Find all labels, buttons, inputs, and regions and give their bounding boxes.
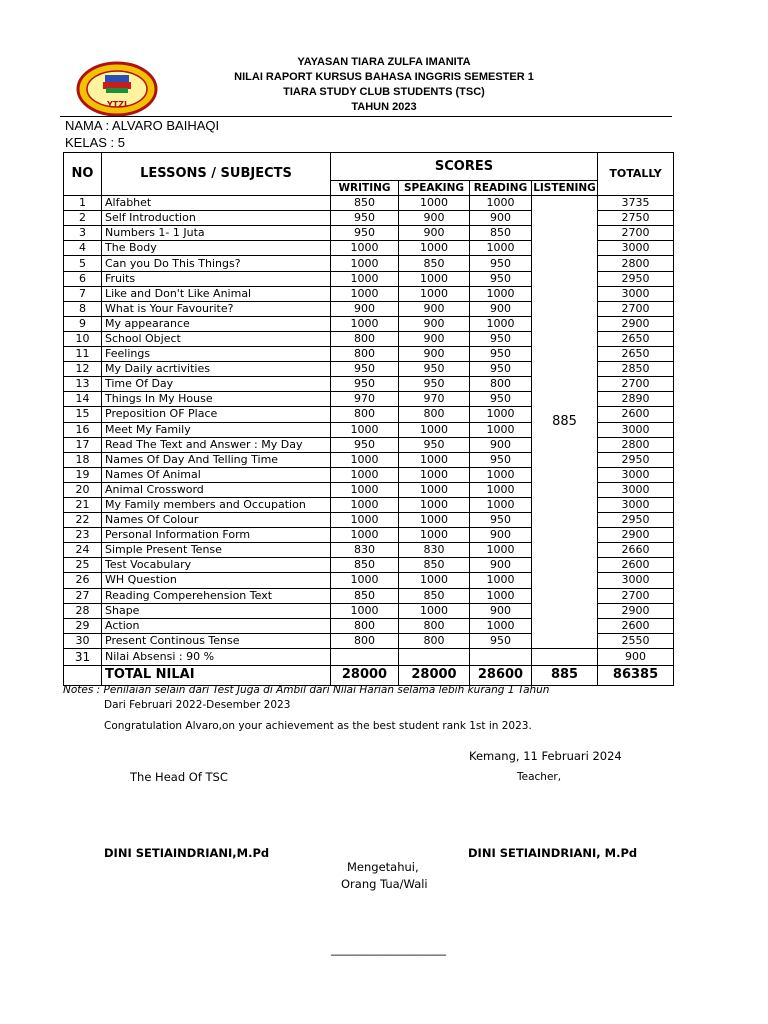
row-no: 30 (64, 633, 102, 648)
row-subject: Action (102, 618, 331, 633)
row-no: 3 (64, 226, 102, 241)
notes-line-2: Dari Februari 2022-Desember 2023 (104, 699, 291, 711)
row-reading: 1000 (470, 618, 532, 633)
absence-no: 31 (64, 648, 102, 665)
row-speaking: 970 (399, 392, 470, 407)
row-subject: The Body (102, 241, 331, 256)
row-reading: 1000 (470, 316, 532, 331)
col-writing-header: WRITING (331, 181, 399, 196)
row-no: 8 (64, 301, 102, 316)
col-no-header: NO (64, 153, 102, 196)
absence-label: Nilai Absensi : 90 % (102, 648, 331, 665)
row-subject: Reading Comperehension Text (102, 588, 331, 603)
row-reading: 850 (470, 226, 532, 241)
row-total: 3000 (598, 422, 674, 437)
row-speaking: 1000 (399, 497, 470, 512)
row-speaking: 1000 (399, 422, 470, 437)
row-no: 1 (64, 196, 102, 211)
row-writing: 1000 (331, 452, 399, 467)
row-no: 13 (64, 377, 102, 392)
row-writing: 800 (331, 347, 399, 362)
row-speaking: 900 (399, 316, 470, 331)
row-reading: 900 (470, 528, 532, 543)
row-subject: Animal Crossword (102, 482, 331, 497)
congratulation-text: Congratulation Alvaro,on your achievement as the best student rank 1st in 2023. (104, 720, 532, 732)
row-no: 2 (64, 211, 102, 226)
row-subject: Simple Present Tense (102, 543, 331, 558)
row-writing: 800 (331, 633, 399, 648)
parent-label: Orang Tua/Wali (341, 877, 428, 891)
row-no: 6 (64, 271, 102, 286)
row-speaking: 1000 (399, 196, 470, 211)
col-total-header: TOTALLY (598, 153, 674, 196)
row-total: 3000 (598, 467, 674, 482)
row-writing: 950 (331, 211, 399, 226)
grand-speaking: 28000 (399, 665, 470, 685)
row-speaking: 900 (399, 211, 470, 226)
row-writing: 950 (331, 226, 399, 241)
row-speaking: 800 (399, 618, 470, 633)
row-writing: 1000 (331, 271, 399, 286)
row-no: 28 (64, 603, 102, 618)
row-reading: 950 (470, 452, 532, 467)
row-subject: Present Continous Tense (102, 633, 331, 648)
row-no: 4 (64, 241, 102, 256)
grand-total-label: TOTAL NILAI (102, 665, 331, 685)
row-no: 7 (64, 286, 102, 301)
row-writing: 1000 (331, 256, 399, 271)
foundation-name: YAYASAN TIARA ZULFA IMANITA (297, 56, 471, 68)
logo-text: YTZI (106, 100, 128, 109)
row-total: 2650 (598, 331, 674, 346)
row-total: 2750 (598, 211, 674, 226)
student-name: NAMA : ALVARO BAIHAQI (65, 118, 220, 133)
col-subject-header: LESSONS / SUBJECTS (102, 153, 331, 196)
row-subject: Fruits (102, 271, 331, 286)
row-speaking: 900 (399, 347, 470, 362)
row-no: 5 (64, 256, 102, 271)
row-subject: Alfabhet (102, 196, 331, 211)
row-reading: 900 (470, 211, 532, 226)
row-subject: Things In My House (102, 392, 331, 407)
absence-total: 900 (598, 648, 674, 665)
row-no: 25 (64, 558, 102, 573)
row-speaking: 1000 (399, 467, 470, 482)
row-writing: 800 (331, 407, 399, 422)
row-total: 2600 (598, 407, 674, 422)
row-speaking: 950 (399, 362, 470, 377)
row-total: 2650 (598, 347, 674, 362)
row-total: 2660 (598, 543, 674, 558)
row-writing: 800 (331, 618, 399, 633)
grand-reading: 28600 (470, 665, 532, 685)
row-total: 3000 (598, 573, 674, 588)
row-total: 2950 (598, 513, 674, 528)
row-speaking: 900 (399, 331, 470, 346)
row-reading: 950 (470, 633, 532, 648)
row-total: 2900 (598, 316, 674, 331)
row-speaking: 850 (399, 256, 470, 271)
row-no: 10 (64, 331, 102, 346)
row-writing: 850 (331, 588, 399, 603)
row-total: 2600 (598, 618, 674, 633)
row-speaking: 1000 (399, 513, 470, 528)
row-writing: 1000 (331, 603, 399, 618)
row-subject: Preposition OF Place (102, 407, 331, 422)
row-writing: 1000 (331, 482, 399, 497)
row-subject: Shape (102, 603, 331, 618)
row-writing: 950 (331, 377, 399, 392)
row-writing: 850 (331, 558, 399, 573)
row-subject: Test Vocabulary (102, 558, 331, 573)
row-subject: Meet My Family (102, 422, 331, 437)
place-date: Kemang, 11 Februari 2024 (469, 749, 622, 763)
row-no: 18 (64, 452, 102, 467)
row-speaking: 900 (399, 301, 470, 316)
head-name: DINI SETIAINDRIANI,M.Pd (104, 846, 270, 860)
row-reading: 900 (470, 437, 532, 452)
row-speaking: 1000 (399, 573, 470, 588)
table-row (64, 196, 674, 211)
row-subject: My Daily acrtivities (102, 362, 331, 377)
row-reading: 1000 (470, 543, 532, 558)
row-writing: 950 (331, 362, 399, 377)
row-reading: 950 (470, 362, 532, 377)
row-reading: 950 (470, 513, 532, 528)
col-scores-header: SCORES (331, 153, 598, 181)
row-total: 2700 (598, 226, 674, 241)
row-subject: Names Of Animal (102, 467, 331, 482)
row-writing: 1000 (331, 422, 399, 437)
row-writing: 950 (331, 437, 399, 452)
row-total: 2700 (598, 588, 674, 603)
row-no: 22 (64, 513, 102, 528)
row-writing: 800 (331, 331, 399, 346)
row-reading: 1000 (470, 497, 532, 512)
row-subject: Time Of Day (102, 377, 331, 392)
row-reading: 950 (470, 271, 532, 286)
row-writing: 1000 (331, 316, 399, 331)
row-speaking: 950 (399, 437, 470, 452)
row-reading: 900 (470, 301, 532, 316)
row-reading: 1000 (470, 286, 532, 301)
row-subject: Like and Don't Like Animal (102, 286, 331, 301)
row-total: 2700 (598, 301, 674, 316)
row-writing: 1000 (331, 513, 399, 528)
row-speaking: 1000 (399, 241, 470, 256)
row-reading: 900 (470, 558, 532, 573)
row-subject: Names Of Colour (102, 513, 331, 528)
row-reading: 800 (470, 377, 532, 392)
row-total: 2900 (598, 528, 674, 543)
row-writing: 1000 (331, 467, 399, 482)
row-no: 27 (64, 588, 102, 603)
row-no: 15 (64, 407, 102, 422)
row-subject: My appearance (102, 316, 331, 331)
row-total: 2700 (598, 377, 674, 392)
row-total: 2800 (598, 256, 674, 271)
row-subject: Can you Do This Things? (102, 256, 331, 271)
listening-score: 885 (532, 196, 598, 649)
acknowledge-label: Mengetahui, (347, 860, 419, 874)
row-speaking: 800 (399, 407, 470, 422)
row-speaking: 1000 (399, 452, 470, 467)
col-listening-header: LISTENING (533, 182, 596, 195)
row-no: 9 (64, 316, 102, 331)
grand-writing: 28000 (331, 665, 399, 685)
row-no: 12 (64, 362, 102, 377)
grand-listening: 885 (532, 665, 598, 685)
row-subject: Names Of Day And Telling Time (102, 452, 331, 467)
row-no: 17 (64, 437, 102, 452)
notes-line-1: Notes : Penilaian selain dari Test Juga di Ambil dari Nilai Harian selama lebih kurang 1 Tahun (63, 684, 550, 696)
row-speaking: 1000 (399, 603, 470, 618)
row-total: 3000 (598, 286, 674, 301)
row-writing: 1000 (331, 241, 399, 256)
row-subject: School Object (102, 331, 331, 346)
row-reading: 1000 (470, 241, 532, 256)
row-writing: 970 (331, 392, 399, 407)
row-total: 2950 (598, 452, 674, 467)
row-no: 11 (64, 347, 102, 362)
row-writing: 1000 (331, 497, 399, 512)
row-no: 21 (64, 497, 102, 512)
row-speaking: 850 (399, 588, 470, 603)
report-year: TAHUN 2023 (351, 101, 417, 113)
row-total: 3000 (598, 497, 674, 512)
row-reading: 950 (470, 392, 532, 407)
row-subject: Read The Text and Answer : My Day (102, 437, 331, 452)
parent-signature-line: ____________________ (331, 942, 446, 956)
row-subject: My Family members and Occupation (102, 497, 331, 512)
row-no: 24 (64, 543, 102, 558)
row-writing: 1000 (331, 286, 399, 301)
row-reading: 1000 (470, 482, 532, 497)
row-writing: 850 (331, 196, 399, 211)
col-speaking-header: SPEAKING (399, 181, 470, 196)
student-class: KELAS : 5 (65, 135, 125, 150)
row-no: 29 (64, 618, 102, 633)
row-speaking: 1000 (399, 271, 470, 286)
row-subject: What is Your Favourite? (102, 301, 331, 316)
row-subject: Numbers 1- 1 Juta (102, 226, 331, 241)
scores-table (63, 152, 674, 686)
row-writing: 830 (331, 543, 399, 558)
row-reading: 1000 (470, 467, 532, 482)
teacher-name: DINI SETIAINDRIANI, M.Pd (468, 846, 638, 860)
row-total: 2600 (598, 558, 674, 573)
row-subject: Self Introduction (102, 211, 331, 226)
row-subject: Feelings (102, 347, 331, 362)
row-writing: 1000 (331, 573, 399, 588)
row-no: 14 (64, 392, 102, 407)
row-total: 3735 (598, 196, 674, 211)
grand-total: 86385 (598, 665, 674, 685)
row-reading: 1000 (470, 422, 532, 437)
report-title: NILAI RAPORT KURSUS BAHASA INGGRIS SEMESTER 1 (234, 71, 534, 83)
club-name: TIARA STUDY CLUB STUDENTS (TSC) (283, 86, 485, 98)
row-speaking: 900 (399, 226, 470, 241)
row-total: 2800 (598, 437, 674, 452)
row-no: 19 (64, 467, 102, 482)
row-subject: Personal Information Form (102, 528, 331, 543)
row-speaking: 850 (399, 558, 470, 573)
row-total: 2890 (598, 392, 674, 407)
head-title: The Head Of TSC (130, 770, 228, 784)
row-no: 16 (64, 422, 102, 437)
row-speaking: 1000 (399, 528, 470, 543)
row-speaking: 950 (399, 377, 470, 392)
row-speaking: 800 (399, 633, 470, 648)
header-divider (60, 116, 672, 117)
row-total: 3000 (598, 241, 674, 256)
row-total: 2550 (598, 633, 674, 648)
row-no: 26 (64, 573, 102, 588)
row-reading: 950 (470, 331, 532, 346)
row-total: 2950 (598, 271, 674, 286)
row-writing: 900 (331, 301, 399, 316)
row-speaking: 830 (399, 543, 470, 558)
teacher-title: Teacher, (517, 771, 562, 783)
row-speaking: 1000 (399, 286, 470, 301)
row-reading: 1000 (470, 573, 532, 588)
col-reading-header: READING (470, 181, 532, 196)
row-total: 3000 (598, 482, 674, 497)
row-reading: 950 (470, 256, 532, 271)
row-total: 2850 (598, 362, 674, 377)
row-speaking: 1000 (399, 482, 470, 497)
row-reading: 1000 (470, 407, 532, 422)
row-total: 2900 (598, 603, 674, 618)
row-reading: 900 (470, 603, 532, 618)
row-reading: 1000 (470, 196, 532, 211)
row-reading: 1000 (470, 588, 532, 603)
row-subject: WH Question (102, 573, 331, 588)
row-reading: 950 (470, 347, 532, 362)
row-no: 20 (64, 482, 102, 497)
row-no: 23 (64, 528, 102, 543)
row-writing: 1000 (331, 528, 399, 543)
